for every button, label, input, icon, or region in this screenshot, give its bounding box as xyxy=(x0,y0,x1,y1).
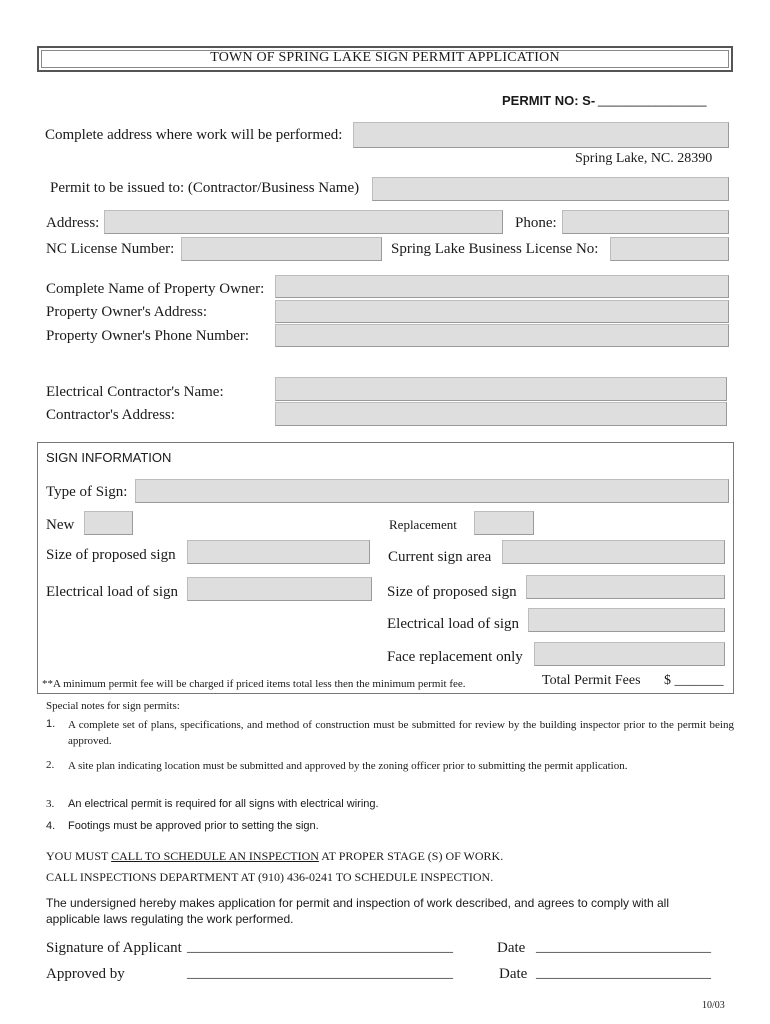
face-replacement-label: Face replacement only xyxy=(387,649,523,665)
permit-no-label: PERMIT NO: S- xyxy=(502,93,596,108)
note-text: A complete set of plans, specifications, and method of construction must be submitted for review by the building inspector prior to the permit being approved. xyxy=(68,719,734,747)
approved-by-line[interactable]: ______________________________________ xyxy=(187,966,453,981)
owner-name-label: Complete Name of Property Owner: xyxy=(46,281,265,297)
inspection-call-phrase: CALL TO SCHEDULE AN INSPECTION xyxy=(111,849,319,863)
contractor-address-field[interactable] xyxy=(104,210,503,234)
form-title: TOWN OF SPRING LAKE SIGN PERMIT APPLICATION xyxy=(210,50,560,65)
issued-to-field[interactable] xyxy=(372,177,729,201)
electrical-load-right-field[interactable] xyxy=(528,608,725,632)
owner-name-field[interactable] xyxy=(275,275,729,298)
electrical-load-left-field[interactable] xyxy=(187,577,372,601)
declaration-text: The undersigned hereby makes application for permit and inspection of work described, and agrees to comply with all applicable laws regulating the work performed. xyxy=(46,896,670,926)
note-text: Footings must be approved prior to setting the sign. xyxy=(68,820,319,832)
current-area-field[interactable] xyxy=(502,540,725,564)
replacement-field[interactable] xyxy=(474,511,534,535)
signature-line[interactable]: ______________________________________ xyxy=(187,940,453,955)
new-field[interactable] xyxy=(84,511,133,535)
total-permit-fees-label: Total Permit Fees xyxy=(542,673,641,688)
current-area-label: Current sign area xyxy=(388,549,492,565)
minimum-fee-note: **A minimum permit fee will be charged if priced items total less then the minimum permit fee. xyxy=(42,678,466,690)
permit-no-blank[interactable]: _______________ xyxy=(598,92,707,107)
note-text: A site plan indicating location must be submitted and approved by the zoning officer prior to submitting the permit application. xyxy=(68,760,628,772)
inspection-line-1-post: AT PROPER STAGE (S) OF WORK. xyxy=(321,849,504,863)
note-number: 2. xyxy=(46,759,55,771)
total-permit-fees-amount[interactable]: $ _______ xyxy=(664,673,724,688)
size-proposed-right-field[interactable] xyxy=(526,575,725,599)
owner-address-label: Property Owner's Address: xyxy=(46,304,208,320)
owner-phone-label: Property Owner's Phone Number: xyxy=(46,328,250,344)
work-address-label: Complete address where work will be performed: xyxy=(45,127,343,143)
electrical-name-label: Electrical Contractor's Name: xyxy=(46,384,224,400)
sign-type-field[interactable] xyxy=(135,479,729,503)
inspection-line-1-pre: YOU MUST xyxy=(46,849,109,863)
date-label: Date xyxy=(497,940,526,956)
special-notes-heading: Special notes for sign permits: xyxy=(46,700,180,712)
electrical-load-right-label: Electrical load of sign xyxy=(387,616,520,632)
note-number: 3. xyxy=(46,798,55,810)
size-proposed-left-field[interactable] xyxy=(187,540,370,564)
city-line: Spring Lake, NC. 28390 xyxy=(575,151,713,166)
nc-license-field[interactable] xyxy=(181,237,382,261)
issued-to-label: Permit to be issued to: (Contractor/Business Name) xyxy=(50,180,360,196)
size-proposed-right-label: Size of proposed sign xyxy=(387,584,517,600)
contractor-address-label: Address: xyxy=(46,215,100,231)
work-address-field[interactable] xyxy=(353,122,729,148)
inspection-line-2: CALL INSPECTIONS DEPARTMENT AT (910) 436-0241 TO SCHEDULE INSPECTION. xyxy=(46,870,494,884)
owner-address-field[interactable] xyxy=(275,300,729,323)
sign-type-label: Type of Sign: xyxy=(46,484,128,500)
electrical-address-label: Contractor's Address: xyxy=(46,407,175,423)
electrical-name-field[interactable] xyxy=(275,377,727,401)
revision-code: 10/03 xyxy=(702,1000,725,1011)
note-number: 1. xyxy=(46,718,56,730)
new-label: New xyxy=(46,517,75,533)
approved-by-label: Approved by xyxy=(46,966,125,982)
owner-phone-field[interactable] xyxy=(275,324,729,347)
sign-information-heading: SIGN INFORMATION xyxy=(46,450,172,465)
size-proposed-left-label: Size of proposed sign xyxy=(46,547,176,563)
approval-date-line[interactable]: _________________________ xyxy=(536,966,711,981)
date-line[interactable]: _________________________ xyxy=(536,940,711,955)
electrical-load-left-label: Electrical load of sign xyxy=(46,584,179,600)
electrical-address-field[interactable] xyxy=(275,402,727,426)
approval-date-label: Date xyxy=(499,966,528,982)
face-replacement-field[interactable] xyxy=(534,642,725,666)
note-text: An electrical permit is required for all signs with electrical wiring. xyxy=(68,798,379,810)
inspection-line-1 xyxy=(46,849,503,864)
replacement-label: Replacement xyxy=(389,517,457,532)
note-number: 4. xyxy=(46,820,56,832)
phone-label: Phone: xyxy=(515,215,557,231)
signature-label: Signature of Applicant xyxy=(46,940,182,956)
business-license-label: Spring Lake Business License No: xyxy=(391,241,599,257)
form-title-box xyxy=(37,46,733,72)
nc-license-label: NC License Number: xyxy=(46,241,175,257)
phone-field[interactable] xyxy=(562,210,729,234)
business-license-field[interactable] xyxy=(610,237,729,261)
